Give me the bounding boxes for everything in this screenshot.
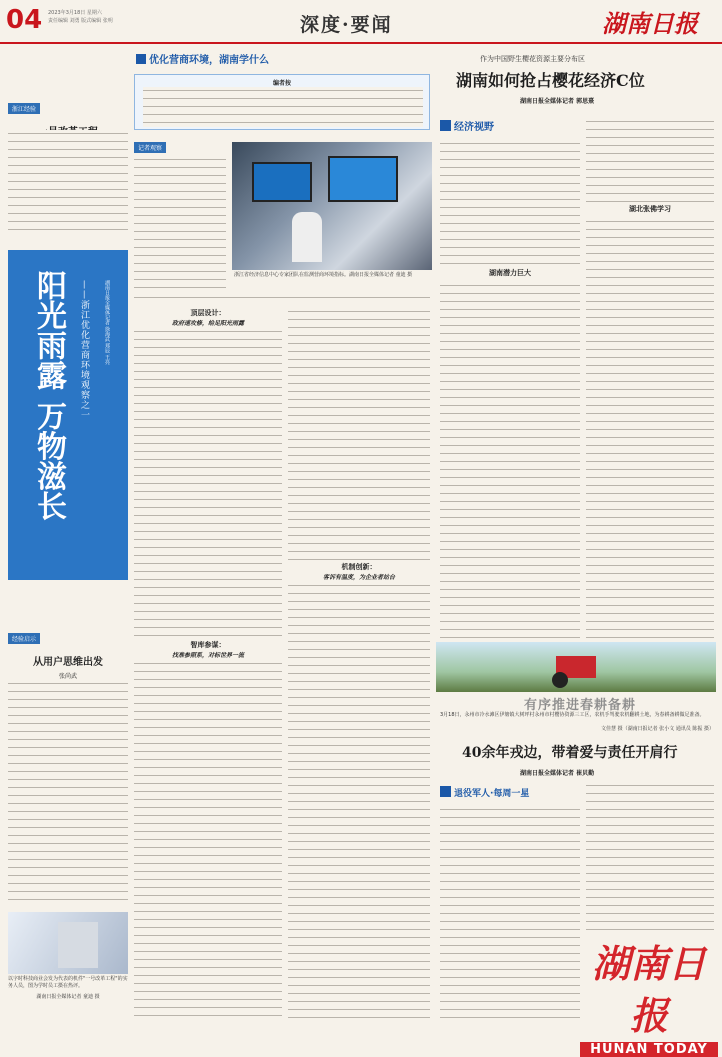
vertical-subtitle: ——浙江优化营商环境观察之一 bbox=[79, 280, 89, 420]
h-top: 顶层设计： 政府速攻修，给足阳光雨露 bbox=[171, 309, 244, 327]
h-mech: 机制创新： 客诉有温度，为企业者站台 bbox=[322, 563, 395, 581]
right-byline-2: 湖南日报全媒体记者 崔贝勤 bbox=[520, 770, 595, 777]
exp-title: 从用户思维出发 bbox=[33, 657, 103, 668]
zj-box bbox=[8, 96, 128, 236]
date-line: 2023年3月18日 星期六 bbox=[48, 10, 102, 16]
watermark-logo: 湖南日报 HUNAN TODAY bbox=[580, 938, 718, 1022]
photo-caption-left: 浙江省经济信息中心专家团队在监测营商环境指标。湖南日报全媒体记者 童迪 摄 bbox=[234, 272, 413, 278]
veteran-label: 退役军人·每周一星 bbox=[440, 786, 580, 802]
newspaper-logo: 湖南日报 bbox=[602, 9, 698, 38]
office-photo bbox=[232, 142, 432, 270]
special-mark-icon bbox=[136, 54, 146, 64]
right-byline: 湖南日报全媒体记者 郭思熹 bbox=[520, 98, 595, 105]
photo-caption-right: 3月18日，永州市冷水滩区伊塘镇大树坪村永州市村樱协资源三工区，农机手驾驶农机翻耕土地，为春耕备耕做足准备。 bbox=[440, 712, 705, 718]
zj-label: 浙江经验 bbox=[8, 103, 40, 114]
right-headline-2: 40余年戎边，带着爱与责任开肩行 bbox=[462, 745, 678, 761]
bottom-left-note: 以字时科技商业会发为代表的机件"一号改革工程"的实务人员，图为学时员工摄在热评。 bbox=[8, 976, 128, 989]
page-header bbox=[0, 0, 722, 44]
editor-line: 责任编辑 刘勇 版式编辑 张明 bbox=[48, 18, 113, 24]
note-label: 编者按 bbox=[272, 80, 291, 87]
reporter-label: 记者观察 bbox=[134, 142, 166, 153]
econ-mark-icon bbox=[440, 120, 451, 131]
right-headline: 湖南如何抢占樱花经济C位 bbox=[456, 71, 645, 90]
special-title: 优化营商环境，湖南学什么 bbox=[149, 55, 269, 66]
exp-author: 张尚武 bbox=[58, 673, 77, 680]
photo-banner: 有序推进春耕备耕 bbox=[524, 698, 637, 713]
special-banner bbox=[136, 51, 284, 69]
econ-label: 经济视野 bbox=[440, 118, 580, 134]
exp-label: 经验启示 bbox=[8, 633, 40, 644]
photo-credit-right: 文佳慧 摄（湖南日报记者 张小文 通讯员 陈振 摄） bbox=[601, 726, 714, 732]
vertical-authors: 湖南日报全媒体记者 徐海武 郑辰 王亮 bbox=[104, 280, 110, 365]
vertical-main-title: 阳光雨露 万物滋长 bbox=[31, 270, 66, 521]
exp-box bbox=[8, 626, 128, 906]
right-kicker: 作为中国野生樱花资源主要分布区 bbox=[480, 55, 585, 63]
sub-potential: 湖南潜力巨大 bbox=[489, 269, 531, 277]
bottom-left-photo bbox=[8, 912, 128, 974]
page-number: 04 bbox=[6, 5, 43, 35]
note-box bbox=[134, 74, 430, 130]
h-wisdom: 智库参谋： 找准参照系，对标世界一流 bbox=[171, 641, 244, 659]
section-title: 深度·要闻 bbox=[300, 14, 393, 36]
bottom-left-credit: 湖南日报全媒体记者 童迪 摄 bbox=[36, 994, 100, 1000]
vertical-title-block bbox=[8, 250, 128, 580]
veteran-mark-icon bbox=[440, 786, 451, 797]
sub-learn: 湖北张佛学习 bbox=[629, 205, 671, 213]
tractor-photo bbox=[436, 642, 716, 692]
date-info bbox=[48, 9, 113, 25]
